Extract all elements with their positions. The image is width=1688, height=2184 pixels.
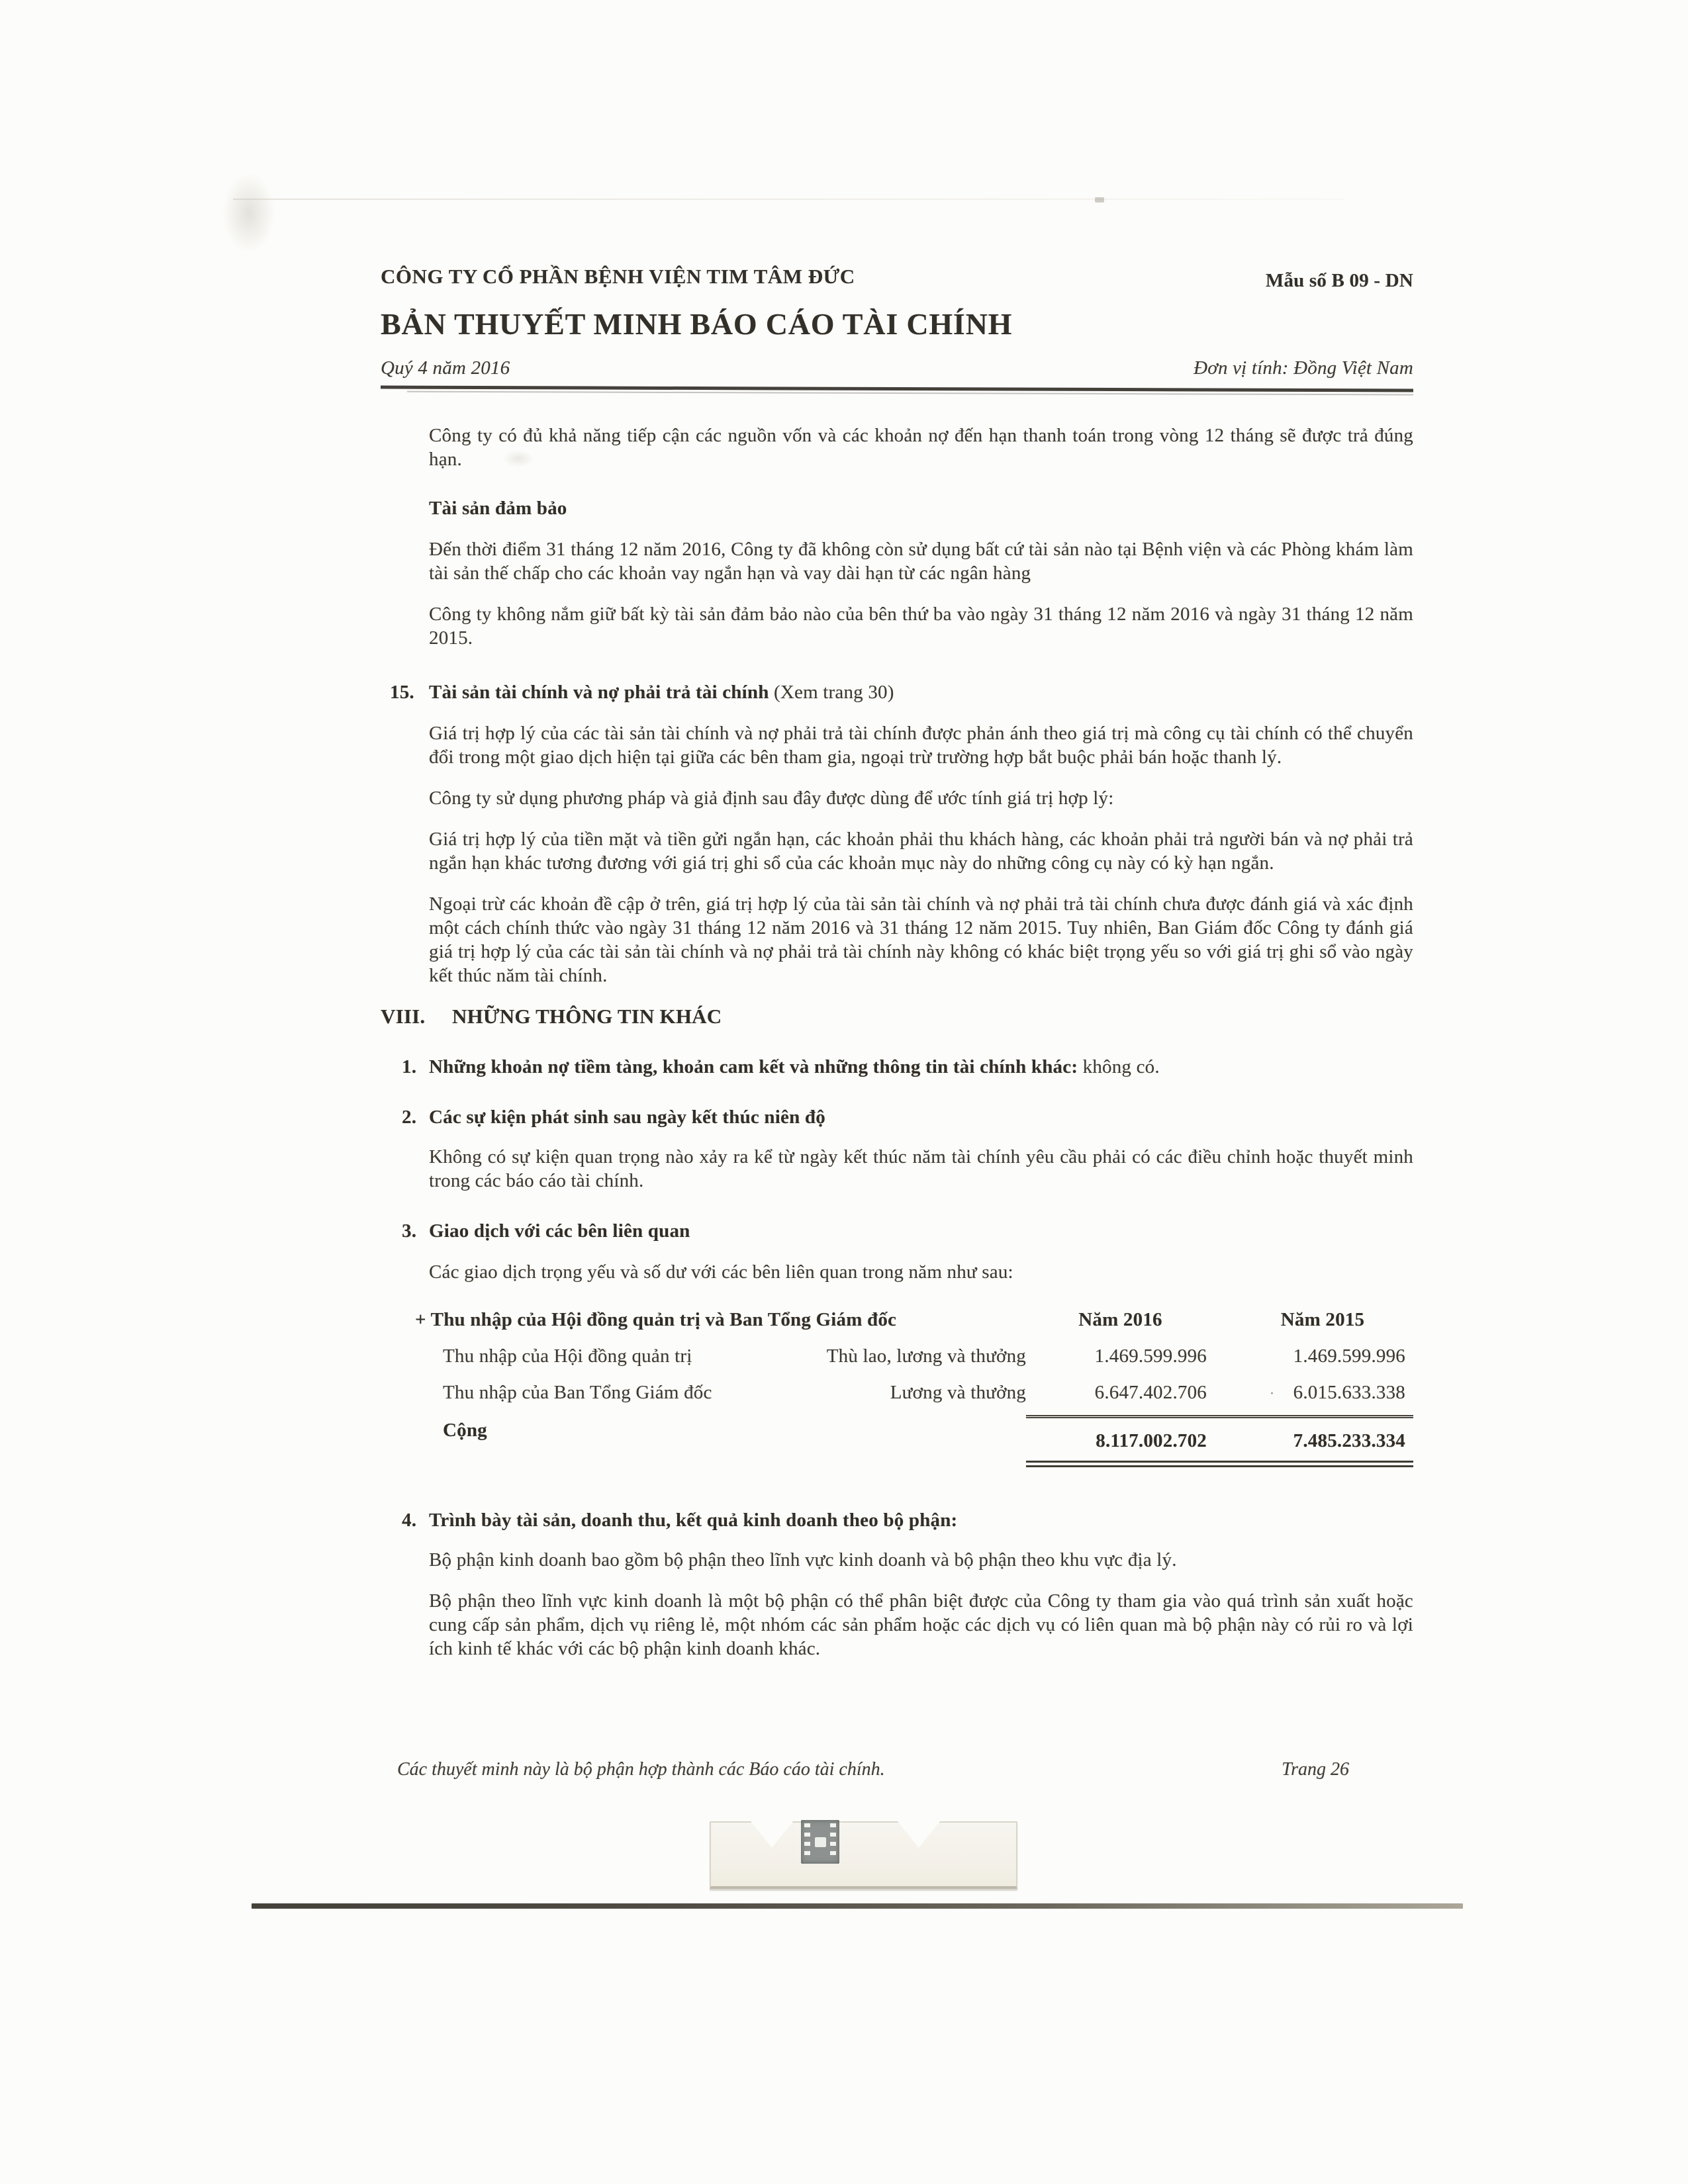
related-party-table <box>415 1308 1413 1467</box>
section-15-paragraph-2: Công ty sử dụng phương pháp và giả định sau đây được dùng để ước tính giá trị hợp lý: <box>429 788 1114 809</box>
total-amount-2015: 7.485.233.334 <box>1215 1418 1413 1467</box>
item-4-title: Trình bày tài sản, doanh thu, kết quả kinh doanh theo bộ phận: <box>429 1510 958 1531</box>
amount-2015: 1.469.599.996 <box>1293 1345 1405 1367</box>
scan-artifact-notch <box>751 1821 793 1848</box>
document-content <box>381 265 1413 1661</box>
row-label: Thu nhập của Hội đồng quản trị <box>443 1345 692 1367</box>
form-number: Mẫu số B 09 - DN <box>1265 270 1413 291</box>
header-rule <box>381 386 1413 392</box>
scan-artifact-cutout <box>710 1821 1017 1889</box>
section-15-paragraph-1: Giá trị hợp lý của các tài sản tài chính và nợ phải trả tài chính được phản ánh theo giá trị mà công cụ tài chính có thể chuyển đổi trong một giao dịch hiện tại giữa các bên tham gia, ngoại trừ trường hợp bắt buộc phải bán hoặc thanh lý. <box>429 723 1413 768</box>
section-viii-title: NHỮNG THÔNG TIN KHÁC <box>452 1005 722 1028</box>
table-header-row <box>415 1308 1413 1332</box>
table-total-row <box>415 1418 1413 1467</box>
section-viii-number: VIII. <box>381 1005 426 1028</box>
section-15-title-wrap <box>429 680 894 704</box>
item-1-text <box>429 1055 1160 1079</box>
report-subheader <box>381 357 1413 379</box>
amount-2016: 1.469.599.996 <box>1094 1345 1207 1367</box>
page-footer <box>397 1759 1413 1780</box>
scan-smudge <box>222 173 275 253</box>
item-3-heading <box>402 1219 1413 1243</box>
company-name: CÔNG TY CỔ PHẦN BỆNH VIỆN TIM TÂM ĐỨC <box>381 265 855 288</box>
amount-2015-value: 6.015.633.338 <box>1293 1382 1405 1403</box>
row-label: Thu nhập của Ban Tổng Giám đốc <box>443 1382 712 1403</box>
total-amount-2016: 8.117.002.702 <box>1026 1418 1215 1467</box>
item-3-paragraph: Các giao dịch trọng yếu và số dư với các bên liên quan trong năm như sau: <box>429 1261 1013 1283</box>
column-header-2015: Năm 2015 <box>1280 1309 1365 1330</box>
item-4-paragraph-2: Bộ phận theo lĩnh vực kinh doanh là một bộ phận có thể phân biệt được của Công ty tham gia vào quá trình sản xuất hoặc cung cấp sản phẩm, dịch vụ riêng lẻ, một nhóm các sản phẩm hoặc các dịch vụ có liên quan mà bộ phận này có rủi ro và lợi ích kinh tế khác với các bộ phận kinh doanh khác. <box>429 1590 1413 1659</box>
footer-note: Các thuyết minh này là bộ phận hợp thành các Báo cáo tài chính. <box>397 1759 885 1780</box>
section-15-paragraph-3: Giá trị hợp lý của tiền mặt và tiền gửi ngắn hạn, các khoản phải thu khách hàng, các khoản phải trả người bán và nợ phải trả ngắn hạn khác tương đương với giá trị ghi sổ của các khoản mục này do những công cụ này có kỳ hạn ngắn. <box>429 829 1413 874</box>
item-2-title: Các sự kiện phát sinh sau ngày kết thúc niên độ <box>429 1107 825 1128</box>
item-1-title: Những khoản nợ tiềm tàng, khoản cam kết và những thông tin tài chính khác: <box>429 1056 1078 1077</box>
scan-artifact-tab-hole <box>815 1837 826 1847</box>
table-row <box>415 1381 1413 1418</box>
total-label: Cộng <box>443 1420 487 1441</box>
page-number: Trang 26 <box>1282 1759 1349 1780</box>
amount-2016: 6.647.402.706 <box>1026 1381 1215 1418</box>
section-15-paragraph-4: Ngoại trừ các khoản đề cập ở trên, giá trị hợp lý của tài sản tài chính và nợ phải trả tài chính chưa được đánh giá và xác định một cách chính thức vào ngày 31 tháng 12 năm 2016 và 31 tháng 12 năm 2015. Tuy nhiên, Ban Giám đốc Công ty đánh giá giá trị hợp lý của các tài sản tài chính và nợ phải trả tài chính này không có khác biệt trọng yếu so với giá trị ghi sổ vào ngày kết thúc năm tài chính. <box>429 893 1413 986</box>
row-description: Thù lao, lương và thưởng <box>826 1345 1026 1367</box>
item-4-number: 4. <box>402 1510 417 1531</box>
item-2-number: 2. <box>402 1107 417 1128</box>
row-description: Lương và thưởng <box>890 1382 1026 1403</box>
item-1-number: 1. <box>402 1056 417 1077</box>
column-header-2016: Năm 2016 <box>1078 1309 1162 1330</box>
section-15-heading <box>390 680 1413 704</box>
report-period: Quý 4 năm 2016 <box>381 357 510 379</box>
item-3-title: Giao dịch với các bên liên quan <box>429 1220 690 1242</box>
heading-collateral: Tài sản đảm bảo <box>429 498 567 519</box>
paragraph-liquidity: Công ty có đủ khả năng tiếp cận các nguồn vốn và các khoản nợ đến hạn thanh toán trong vòng 12 tháng sẽ được trả đúng hạn. <box>429 425 1413 470</box>
document-header <box>381 265 1413 292</box>
section-15-number: 15. <box>390 682 414 703</box>
item-4-heading <box>402 1508 1413 1532</box>
report-title: BẢN THUYẾT MINH BÁO CÁO TÀI CHÍNH <box>381 307 1013 341</box>
amount-2015 <box>1215 1381 1413 1418</box>
scan-artifact-filmstrip-tab <box>801 1820 839 1864</box>
table-row <box>415 1344 1413 1368</box>
section-viii-heading <box>381 1005 1413 1028</box>
item-1-value: không có. <box>1078 1056 1160 1077</box>
paragraph-collateral-1: Đến thời điểm 31 tháng 12 năm 2016, Công ty đã không còn sử dụng bất cứ tài sản nào tại Bệnh viện và các Phòng khám làm tài sản thế chấp cho các khoản vay ngắn hạn và vay dài hạn từ các ngân hàng <box>429 539 1413 584</box>
section-15-page-ref: (Xem trang 30) <box>769 682 894 703</box>
item-2-paragraph: Không có sự kiện quan trọng nào xảy ra kể từ ngày kết thúc năm tài chính yêu cầu phải có các điều chỉnh hoặc thuyết minh trong các báo cáo tài chính. <box>429 1146 1413 1191</box>
scan-paper-edge <box>233 199 1345 200</box>
section-15-title: Tài sản tài chính và nợ phải trả tài chính <box>429 682 769 703</box>
paragraph-collateral-2: Công ty không nắm giữ bất kỳ tài sản đảm bảo nào của bên thứ ba vào ngày 31 tháng 12 năm 2016 và ngày 31 tháng 12 năm 2015. <box>429 604 1413 649</box>
scan-speck <box>1095 197 1104 203</box>
item-3-number: 3. <box>402 1220 417 1242</box>
table-header-label: + Thu nhập của Hội đồng quản trị và Ban Tổng Giám đốc <box>415 1309 897 1330</box>
scan-artifact-notch <box>898 1821 940 1848</box>
item-4-paragraph-1: Bộ phận kinh doanh bao gồm bộ phận theo lĩnh vực kinh doanh và bộ phận theo khu vực địa lý. <box>429 1549 1177 1570</box>
currency-unit-label: Đơn vị tính: Đồng Việt Nam <box>1194 357 1413 379</box>
scan-speck: · <box>1269 1385 1275 1402</box>
scan-artifact-edge-bar <box>252 1903 1463 1909</box>
item-2-heading <box>402 1105 1413 1129</box>
total-description-empty <box>728 1418 1026 1467</box>
item-1-heading <box>402 1055 1413 1079</box>
